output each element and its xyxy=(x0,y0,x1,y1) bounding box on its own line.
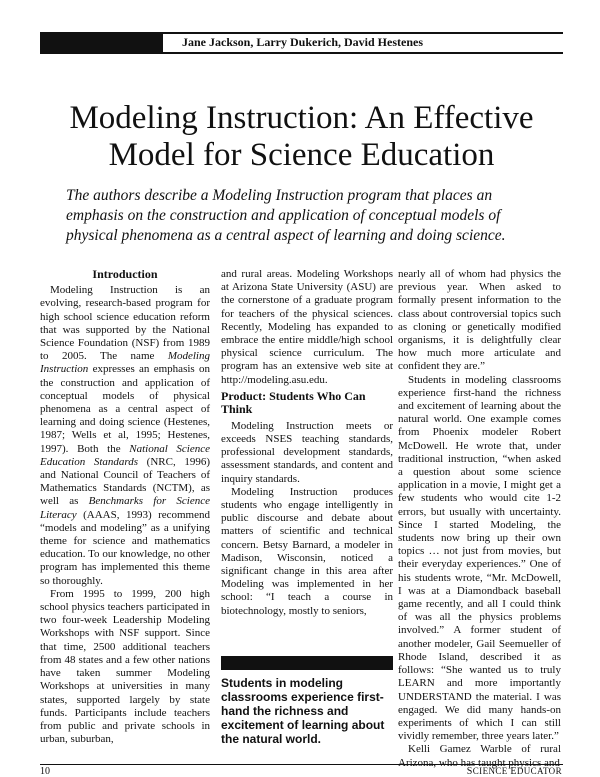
column-3-paragraph-2: Students in modeling classrooms experience first-hand the richness and excitement of learning about the natural world. One example comes from Phoenix modeler Robert McDowell. He wrote that, under traditional instruction, “when asked a question about some science application in a movie, I might get a few students who would cite 1-2 errors, but usually with uncertainty. Since I started Modeling, the students now bring up their own topics … not just from movies, but their everyday experiences.” One of his students wrote, “Mr. McDowell, I was at a Diamondback baseball game recently, and all I could think of was all the physics problems involved.” A former student of another modeler, Gail Seemueller of Rhode Island, described it as follows: “She wanted us to truly LEARN and more importantly UNDERSTAND the material. I was engaged. We did many hands-on experiments of which I can still vividly remember, three years later.” xyxy=(398,373,561,743)
pull-quote xyxy=(221,656,393,746)
column-2 xyxy=(221,268,393,618)
introduction-paragraph-1: Modeling Instruction is an evolving, research-based program for high school science education reform that was supported by the National Science Foundation (NSF) from 1989 to 2005. The name Modeling Instruction expresses an emphasis on the construction and application of conceptual models of physical phenomena as a central aspect of learning and doing science (Hestenes, 1987; Wells et al, 1995; Hestenes, 1997). Both the National Science Education Standards (NRC, 1996) and National Council of Teachers of Mathematics Standards (NCTM), as well as Benchmarks for Science Literacy (AAAS, 1993) recommend “models and modeling” as a unifying theme for science and mathematics education. To our knowledge, no other program has implemented this theme so thoroughly. xyxy=(40,284,211,587)
page-number: 10 xyxy=(40,766,50,777)
product-heading: Product: Students Who Can Think xyxy=(221,388,366,416)
column-3-paragraph-1: nearly all of whom had physics the previous year. When asked to formally present information to the class about controversial topics such as cloning or genetically modified organisms, it is delightfully clear how much more articulate and confident they are.” xyxy=(398,268,561,373)
column-1 xyxy=(40,268,210,746)
column-3 xyxy=(398,268,561,770)
column-2-paragraph-1: and rural areas. Modeling Workshops at Arizona State University (ASU) are the cornerstone of a graduate program for teachers of the physical sciences. Recently, Modeling has expanded to embrace the entire middle/high school physical science curriculum. The program has an extensive web site at http://modeling.asu.edu. xyxy=(221,268,393,386)
column-2-paragraph-2: Modeling Instruction meets or exceeds NSES teaching standards, professional development standards, assessment standards, and content and inquiry standards. xyxy=(221,419,393,485)
author-names: Jane Jackson, Larry Dukerich, David Hestenes xyxy=(182,35,423,49)
article-title: Modeling Instruction: An Effective Model for Science Education xyxy=(69,100,534,173)
footer-rule xyxy=(40,764,563,765)
article-abstract: The authors describe a Modeling Instruction program that places an emphasis on the construction and application of conceptual models of physical phenomena as a central aspect of learning and doing science. xyxy=(66,187,506,244)
column-3-paragraph-3: Kelli Gamez Warble of rural Arizona, who has taught physics and xyxy=(398,743,561,769)
author-banner xyxy=(40,32,563,54)
introduction-paragraph-2: From 1995 to 1999, 200 high school physics teachers participated in two four-week Leadership Modeling Workshops with NSF support. Since that time, 2500 additional teachers from 48 states and a few other nations have taken summer Modeling Workshops at universities in many states, supported largely by state funds. Participants include teachers from public and private schools in urban, suburban, xyxy=(40,587,210,746)
column-2-paragraph-3: Modeling Instruction produces students who engage intelligently in public discourse and debate about matters of scientific and technical concern. Betsy Barnard, a modeler in Madison, Wisconsin, noticed a significant change in this area after Modeling was implemented in her school: “I teach a course in biotechnology, mostly to seniors, xyxy=(221,485,393,617)
pull-quote-band xyxy=(221,656,393,670)
journal-name: SCIENCE EDUCATOR xyxy=(466,766,562,777)
introduction-heading: Introduction xyxy=(92,267,158,281)
banner-black-block xyxy=(40,34,163,52)
pull-quote-text: Students in modeling classrooms experience first-hand the richness and excitement of learning about the natural world. xyxy=(221,676,385,746)
